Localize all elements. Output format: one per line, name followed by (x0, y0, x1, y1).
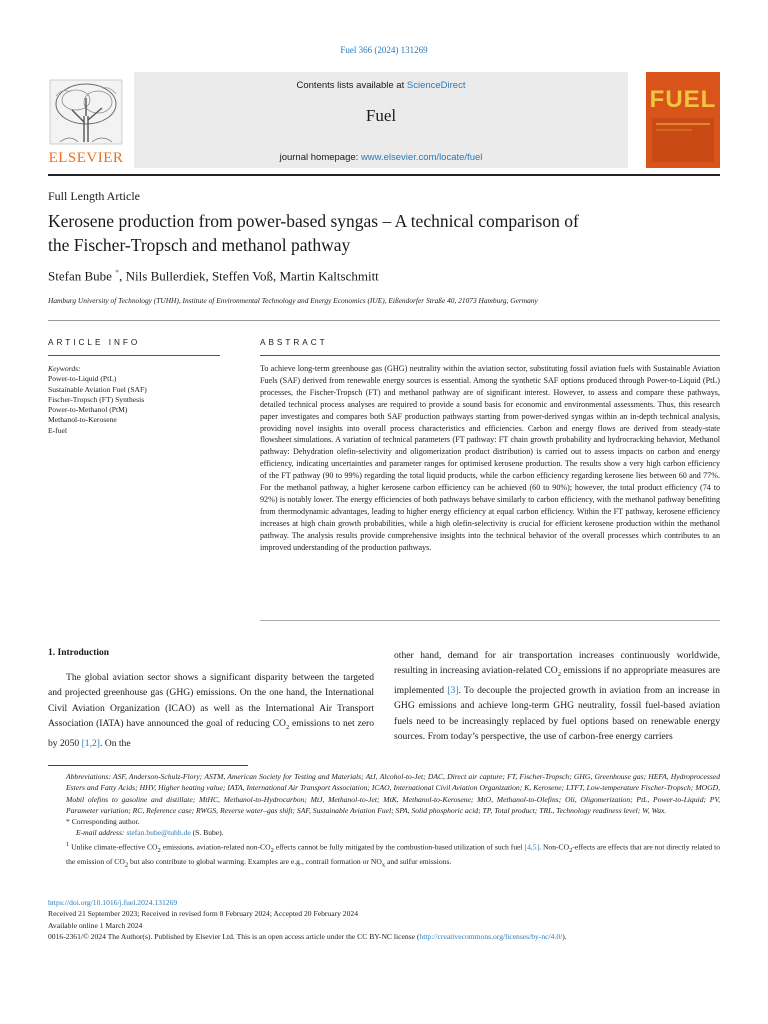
sciencedirect-link[interactable]: ScienceDirect (406, 80, 466, 91)
license-link[interactable]: http://creativecommons.org/licenses/by-nc/4.0/ (419, 931, 563, 941)
journal-homepage-link[interactable]: www.elsevier.com/locate/fuel (360, 152, 483, 163)
author-1[interactable]: Stefan Bube (48, 268, 112, 284)
abstract-rule (260, 355, 720, 356)
body-column-left (48, 648, 374, 751)
journal-name: Fuel (365, 106, 397, 125)
footnote-text: effects cannot be fully mitigated by the combustion-based utilization of such fuel (273, 842, 525, 852)
license-text: 0016-2361/© 2024 The Author(s). Published by Elsevier Ltd. This is an open access article under the CC BY-NC license ( (48, 931, 420, 941)
affiliation-rule (48, 320, 720, 321)
keyword-item: Methanol-to-Kerosene (48, 415, 117, 425)
footnote-text: . Non-CO (539, 842, 570, 852)
journal-cover-art (652, 118, 714, 162)
footnote-text: emissions, aviation-related non-CO (160, 842, 271, 852)
subscript: x (381, 861, 386, 869)
intro-text: other hand, demand for air transportation increases continuously worldwide, resulting in increasing aviation-related CO (394, 650, 720, 677)
subscript: 2 (557, 671, 561, 679)
journal-reference[interactable]: Fuel 366 (2024) 131269 (340, 45, 428, 55)
footnote-text: -effects are effects that are not directly related to the emission of CO (66, 842, 720, 867)
subscript: 2 (270, 846, 274, 854)
body-column-right (394, 648, 720, 744)
subscript: 2 (124, 861, 129, 869)
abstract-text: To achieve long-term greenhouse gas (GHG) neutrality within the aviation sector, substituting fossil aviation fuels with Sustainable Aviation Fuels (SAF) derived from renewable energy sources is essential. Among the synthetic SAF options produced through Power-to-Liquid (PtL) processes, the Fischer-Tropsch (FT) and methanol pathway are of significant interest. However, to assess and compare these pathways, detailed technical process analyses are required to provide a sound basis for economic and environmental assessments. Thus, this research paper investigates and compares both SAF production pathways starting from power-derived syngas within an in-depth technical analysis, providing novel insights into overall process characteristics and efficiencies. Carbon and energy flows are derived from steady-state flowsheet simulations. A variation of technical parameters (FT pathway: FT chain growth probability and hydrocracking behavior, Methanol pathway: Dehydration olefin-selectivity and oligomerization product distribution) is carried out to assess impacts on carbon and energy efficiency, indicating uncertainties and parameter ranges for optimised kerosene production. The results show a very high carbon efficiency of the FT pathway (90 to 99%) regarding the total liquid products, while the carbon efficiency regarding kerosene lies between 60 and 77%. For the methanol pathway, a higher kerosene carbon efficiency can be achieved (60 to 90%); however, the total product efficiency (74 to 92%) is notably lower. The energy efficiencies of both pathways behave similarly to carbon efficiency, with the methanol pathway benefiting from thermodynamic advantages, leading to higher energy efficiency at equal carbon efficiency. Within the FT pathway, kerosene efficiency increases at high chain growth probabilities, while a high olefin-selectivity is crucial for efficient kerosene production within the methanol pathway. The analysis results provide comprehensive insights into the technical behavior of the overall processes which contributes to an improved understanding of the production pathways. (260, 364, 720, 552)
keyword-item: Sustainable Aviation Fuel (SAF) (48, 384, 147, 394)
corresponding-text: Corresponding author. (69, 817, 140, 827)
article-info-rule (48, 355, 220, 356)
elsevier-wordmark: ELSEVIER (48, 150, 124, 166)
abbreviations-text: Abbreviations: ASF, Anderson-Schulz-Flory; ASTM, American Society for Testing and Materials; AtJ, Alcohol-to-Jet; DAC, Direct air capture; FT, Fischer-Tropsch; GHG, Greenhouse gas; HEFA, Hydroprocessed Esters and Fatty Acids; HHV, Higher heating value; IATA, International Air Transport Association; ICAO, International Civil Aviation Organization; K, Kerosene; LTFT, Low-temperature Fischer-Tropsch; MOGD, Mobil olefins to gasoline and distillate; MtHC, Methanol-to-Hydrocarbon; MtJ, Methanol-to-Jet; MtK, Methanol-to-Kerosene; MtO, Methanol-to-Olefins; Oli, Oligomerization; PtL, Power-to-Liquid; PV, Parameter variation; RC, Reference case; RWGS, Reverse water–gas shift; SAF, Sustainable Aviation Fuel; SPA, Solid phosphoric acid; TP, Total product; TRL, Technology readiness level; W, Wax. (66, 772, 720, 815)
article-info-heading: ARTICLE INFO (48, 338, 141, 347)
section-heading-introduction: 1. Introduction (48, 648, 110, 658)
author-list (48, 268, 379, 284)
citation-link[interactable]: [3] (447, 684, 459, 696)
received-dates: Received 21 September 2023; Received in revised form 8 February 2024; Accepted 20 February 2024 (48, 909, 358, 919)
footnote-text: and sulfur emissions. (385, 857, 452, 867)
footnote-1 (48, 839, 720, 871)
footnote-mark: 1 (66, 840, 70, 848)
keyword-item: E-fuel (48, 425, 67, 435)
corresponding-footnote (48, 816, 720, 827)
title-line-1: Kerosene production from power-based syngas – A technical comparison of (48, 211, 579, 231)
keywords-label: Keywords: (48, 364, 81, 373)
email-suffix: (S. Bube). (190, 828, 224, 838)
abstract-end-rule (260, 620, 720, 621)
email-label: E-mail address: (76, 828, 127, 838)
footnote-text: but also contribute to global warming. Examples are e.g., contrail formation or NO (128, 857, 382, 867)
email-footnote (48, 827, 720, 838)
author-4[interactable]: , Martin Kaltschmitt (273, 268, 379, 284)
article-title (48, 209, 728, 257)
keywords-block (48, 364, 228, 436)
title-line-2: the Fischer-Tropsch and methanol pathway (48, 235, 351, 255)
intro-text: . To decouple the projected growth in aviation from an increase in GHG emissions and achieve long-term GHG neutrality, fossil fuel-based aviation fuels need to be increasingly replaced by fuel options based on renewable energy sources. From today’s perspective, the use of carbon-free energy carriers (394, 684, 720, 742)
corresponding-mark: * (66, 817, 70, 827)
intro-text: The global aviation sector shows a significant disparity between the targeted and projected greenhouse gas (GHG) emissions. On the one hand, the International Civil Aviation Organization (ICAO) as well as the International Air Transport Association (IATA) have announced the goal of reducing CO (48, 672, 374, 730)
subscript: 2 (285, 724, 290, 732)
email-link[interactable]: stefan.bube@tuhh.de (126, 828, 191, 838)
keyword-item: Fischer-Tropsch (FT) Synthesis (48, 394, 145, 404)
license-text: ). (562, 931, 567, 941)
publication-info (48, 897, 720, 942)
subscript: 2 (569, 846, 573, 854)
header-rule (48, 174, 720, 176)
license-statement (48, 931, 720, 942)
homepage-prefix: journal homepage: (279, 152, 361, 163)
keyword-item: Power-to-Methanol (PtM) (48, 405, 128, 415)
journal-cover-title: FUEL (649, 86, 717, 113)
doi-link[interactable]: https://doi.org/10.1016/j.fuel.2024.131269 (48, 898, 178, 907)
homepage-line (134, 152, 628, 163)
citation-link[interactable]: [1,2] (81, 737, 100, 749)
affiliation: Hamburg University of Technology (TUHH), Institute of Environmental Technology and Energy Economics (IUE), Eißendorfer Straße 40, 21073 Hamburg, Germany (48, 296, 538, 305)
intro-paragraph-1 (48, 670, 374, 751)
intro-text: emissions if no appropriate measures are implemented (394, 665, 720, 696)
online-date: Available online 1 March 2024 (48, 920, 143, 930)
author-3[interactable]: , Steffen Voß (205, 268, 273, 284)
footnote-rule (48, 765, 248, 766)
keyword-item: Power-to-Liquid (PtL) (48, 374, 117, 384)
footnote-text: Unlike climate-effective CO (69, 842, 158, 852)
contents-line (134, 80, 628, 91)
abbreviations-footnote (48, 771, 720, 816)
footnotes (48, 771, 720, 871)
author-2[interactable]: , Nils Bullerdiek (119, 268, 206, 284)
abstract-heading: ABSTRACT (260, 338, 328, 347)
intro-text: emissions to net zero by 2050 (48, 718, 374, 749)
intro-paragraph-continued (394, 648, 720, 744)
citation-link[interactable]: [4,5] (524, 842, 540, 852)
subscript: 2 (157, 846, 161, 854)
article-type: Full Length Article (48, 189, 140, 203)
contents-prefix: Contents lists available at (296, 80, 407, 91)
intro-text: . On the (99, 737, 131, 749)
corresponding-author-mark[interactable]: * (115, 268, 120, 277)
